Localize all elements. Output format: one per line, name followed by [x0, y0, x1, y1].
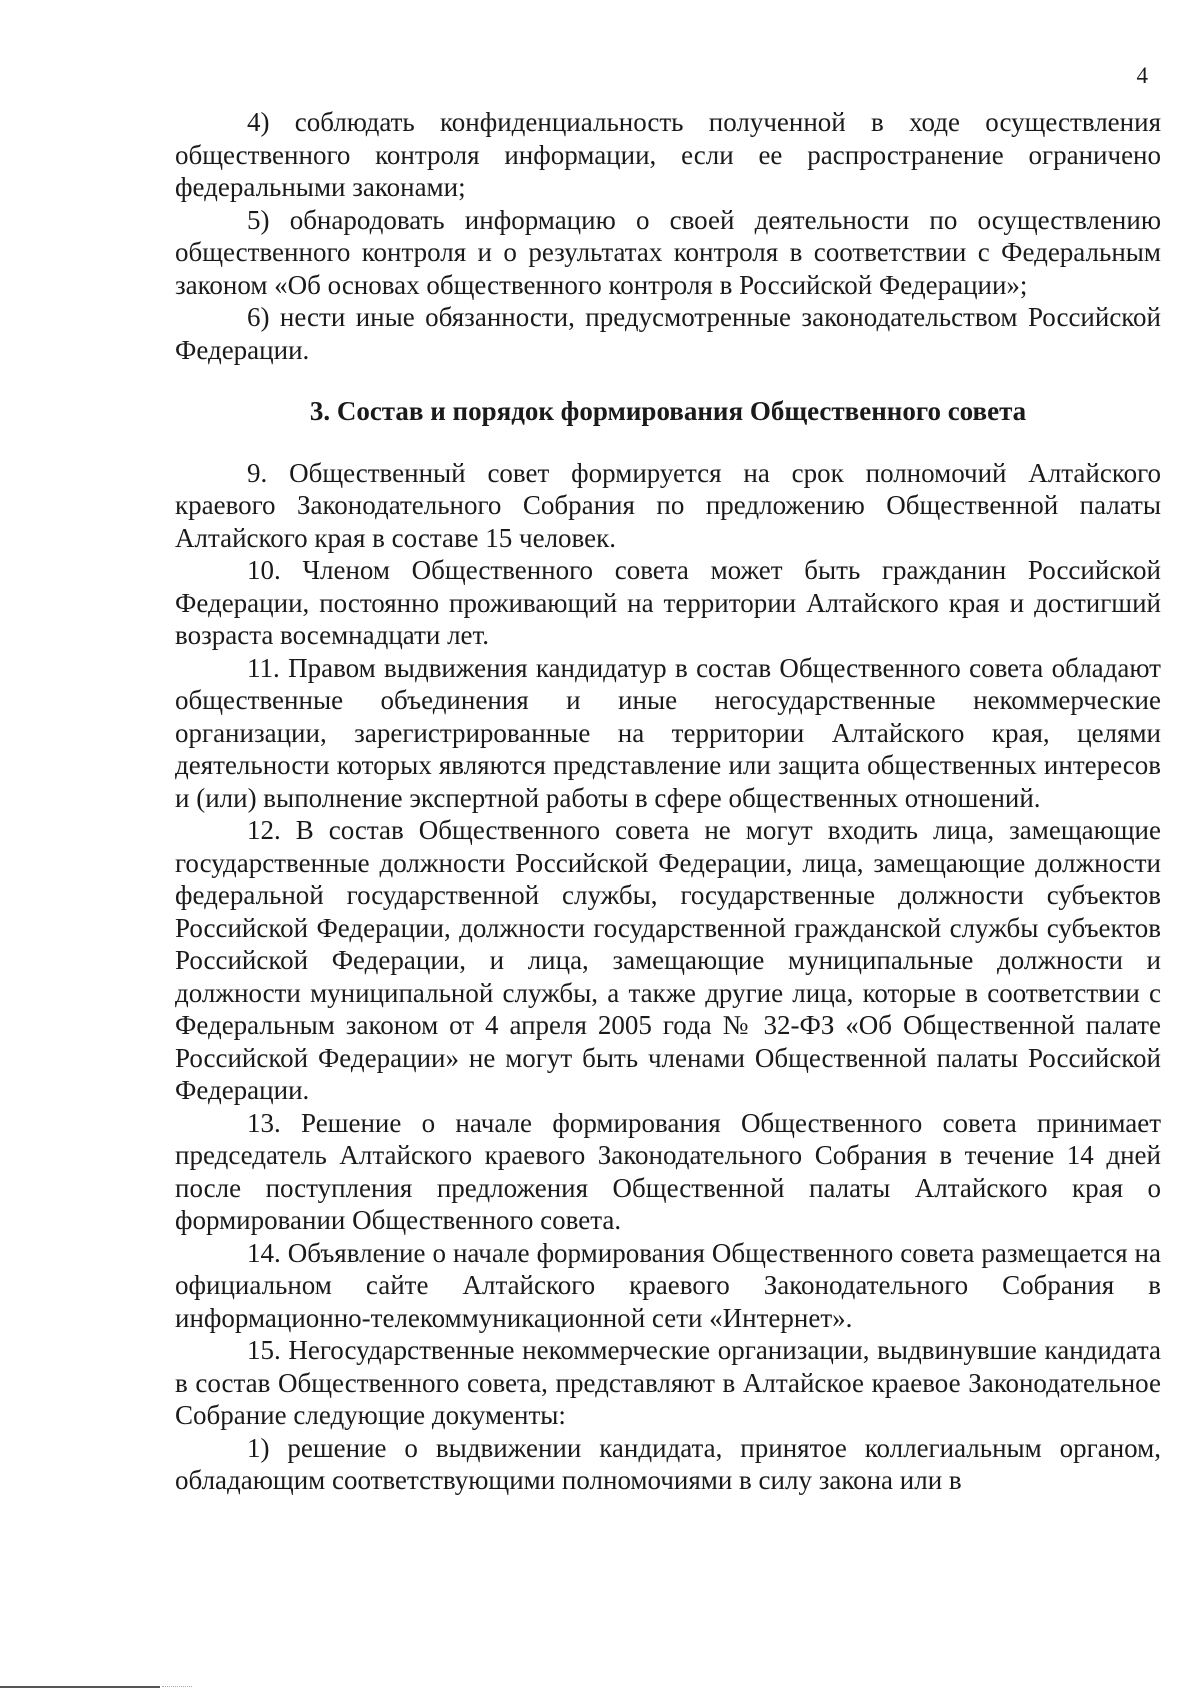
list-item-duty-4: 4) соблюдать конфиденциальность полученной в ходе осуществления общественного контроля информации, если ее распространение ограничено федеральными законами;: [175, 107, 1161, 202]
list-item-duty-6: 6) нести иные обязанности, предусмотренные законодательством Российской Федерации.: [175, 302, 1161, 365]
page-number: 4: [1136, 63, 1148, 88]
clause-15-item-1: 1) решение о выдвижении кандидата, принятое коллегиальным органом, обладающим соответствующими полномочиями в силу закона или в: [175, 1432, 1161, 1495]
clause-10: 10. Членом Общественного совета может быть гражданин Российской Федерации, постоянно проживающий на территории Алтайского края и достигший возраста восемнадцати лет.: [175, 555, 1161, 650]
document-body: [175, 106, 1161, 1497]
clause-13: 13. Решение о начале формирования Общественного совета принимает председатель Алтайского краевого Законодательного Собрания в течение 14 дней после поступления предложения Общественной палаты Алтайского края о формировании Общественного совета.: [175, 1107, 1161, 1235]
clause-15: 15. Негосударственные некоммерческие организации, выдвинувшие кандидата в состав Общественного совета, представляют в Алтайское краевое Законодательное Собрание следующие документы:: [175, 1335, 1161, 1430]
clause-9: 9. Общественный совет формируется на срок полномочий Алтайского краевого Законодательного Собрания по предложению Общественной палаты Алтайского края в составе 15 человек.: [175, 457, 1161, 553]
list-item-duty-5: 5) обнародовать информацию о своей деятельности по осуществлению общественного контроля и о результатах контроля в соответствии с Федеральным законом «Об основах общественного контроля в Российской Федерации»;: [175, 204, 1161, 300]
section-heading: 3. Состав и порядок формирования Общественного совета: [309, 396, 1027, 426]
footer-rule-tail: [162, 1686, 192, 1687]
clause-11: 11. Правом выдвижения кандидатур в состав Общественного совета обладают общественные объединения и иные негосударственные некоммерческие организации, зарегистрированные на территории Алтайского края, целями деятельности которых являются представление или защита общественных интересов и (или) выполнение экспертной работы в сфере общественных отношений.: [175, 652, 1161, 813]
clause-12: 12. В состав Общественного совета не могут входить лица, замещающие государственные должности Российской Федерации, лица, замещающие должности федеральной государственной службы, государственные должности субъектов Российской Федерации, должности государственной гражданской службы субъектов Российской Федерации, и лица, замещающие муниципальные должности и должности муниципальной службы, а также другие лица, которые в соответствии с Федеральным законом от 4 апреля 2005 года № 32-ФЗ «Об Общественной палате Российской Федерации» не могут быть членами Общественной палаты Российской Федерации.: [175, 815, 1161, 1105]
clause-14: 14. Объявление о начале формирования Общественного совета размещается на официальном сайте Алтайского краевого Законодательного Собрания в информационно-телекоммуникационной сети «Интернет».: [175, 1237, 1161, 1333]
footer-rule: [0, 1686, 160, 1688]
